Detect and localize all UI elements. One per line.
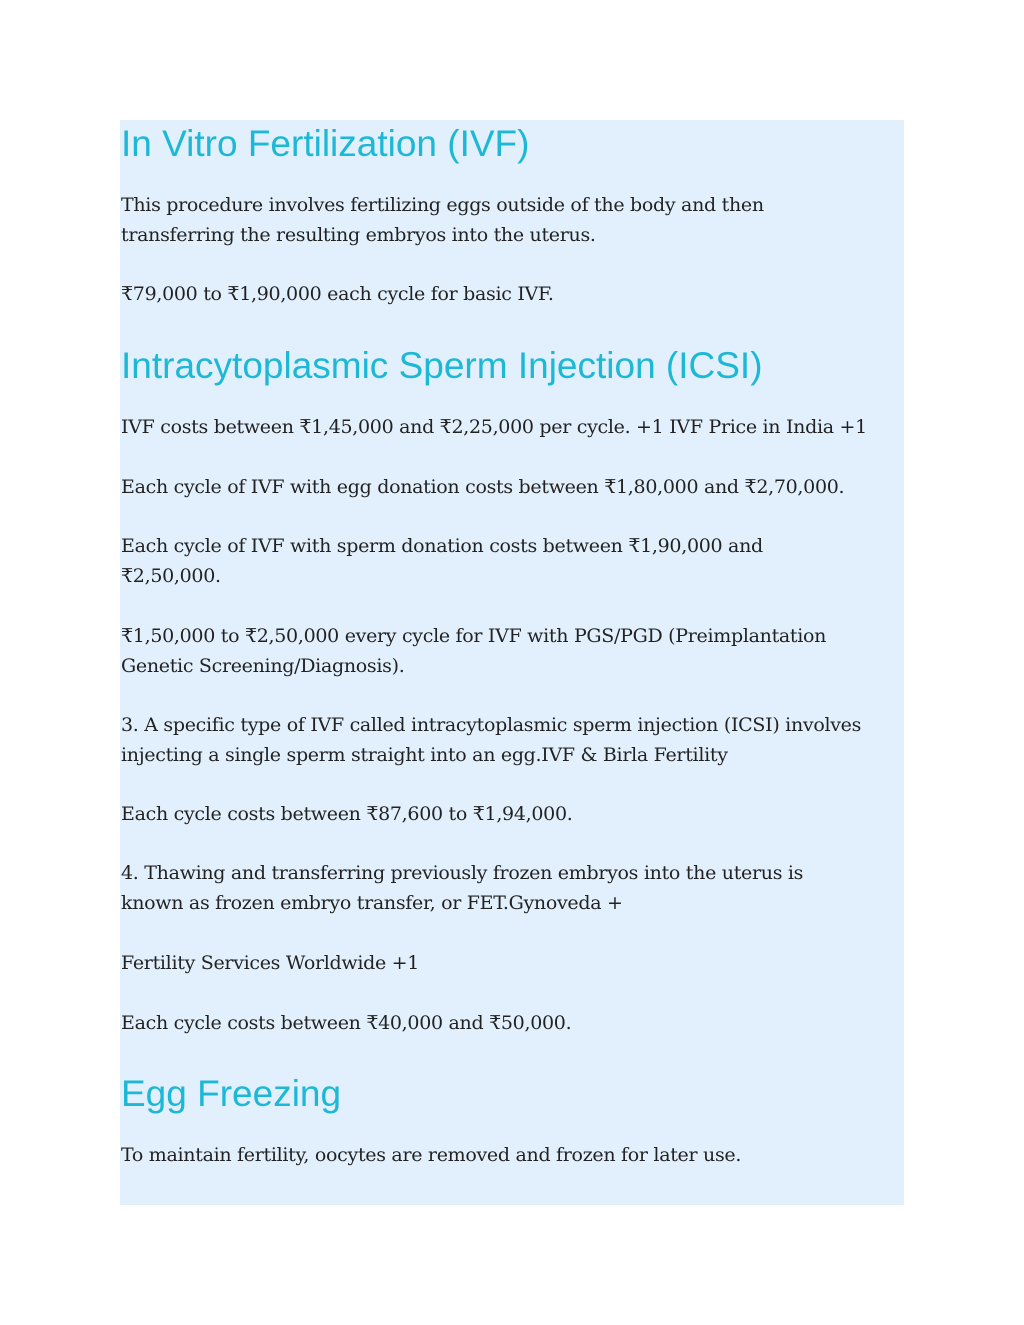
pgs-pgd-cost: ₹1,50,000 to ₹2,50,000 every cycle for IVF with PGS/PGD (Preimplantation Genetic Screening/Diagnosis). xyxy=(121,625,827,677)
sperm-donation-cost: Each cycle of IVF with sperm donation costs between ₹1,90,000 and ₹2,50,000. xyxy=(121,535,763,587)
fertility-services-note: Fertility Services Worldwide +1 xyxy=(121,952,420,974)
egg-freezing-description: To maintain fertility, oocytes are removed and frozen for later use. xyxy=(121,1144,742,1166)
icsi-cycle-cost: Each cycle costs between ₹87,600 to ₹1,94,000. xyxy=(121,803,573,825)
icsi-description: 3. A specific type of IVF called intracytoplasmic sperm injection (ICSI) involves injecting a single sperm straight into an egg.IVF & Birla Fertility xyxy=(121,714,862,766)
ivf-description: This procedure involves fertilizing eggs outside of the body and then transferring the resulting embryos into the uterus. xyxy=(121,194,764,246)
ivf-cost-range: IVF costs between ₹1,45,000 and ₹2,25,000 per cycle. +1 IVF Price in India +1 xyxy=(121,416,867,438)
fet-description: 4. Thawing and transferring previously frozen embryos into the uterus is known as frozen embryo transfer, or FET.Gynoveda + xyxy=(121,862,804,914)
section-heading-ivf: In Vitro Fertilization (IVF) xyxy=(121,123,530,164)
fet-cycle-cost: Each cycle costs between ₹40,000 and ₹50,000. xyxy=(121,1012,572,1034)
section-heading-icsi: Intracytoplasmic Sperm Injection (ICSI) xyxy=(121,345,763,386)
section-heading-egg-freezing: Egg Freezing xyxy=(121,1073,342,1114)
egg-donation-cost: Each cycle of IVF with egg donation costs between ₹1,80,000 and ₹2,70,000. xyxy=(121,476,845,498)
ivf-basic-cost: ₹79,000 to ₹1,90,000 each cycle for basic IVF. xyxy=(121,283,554,305)
